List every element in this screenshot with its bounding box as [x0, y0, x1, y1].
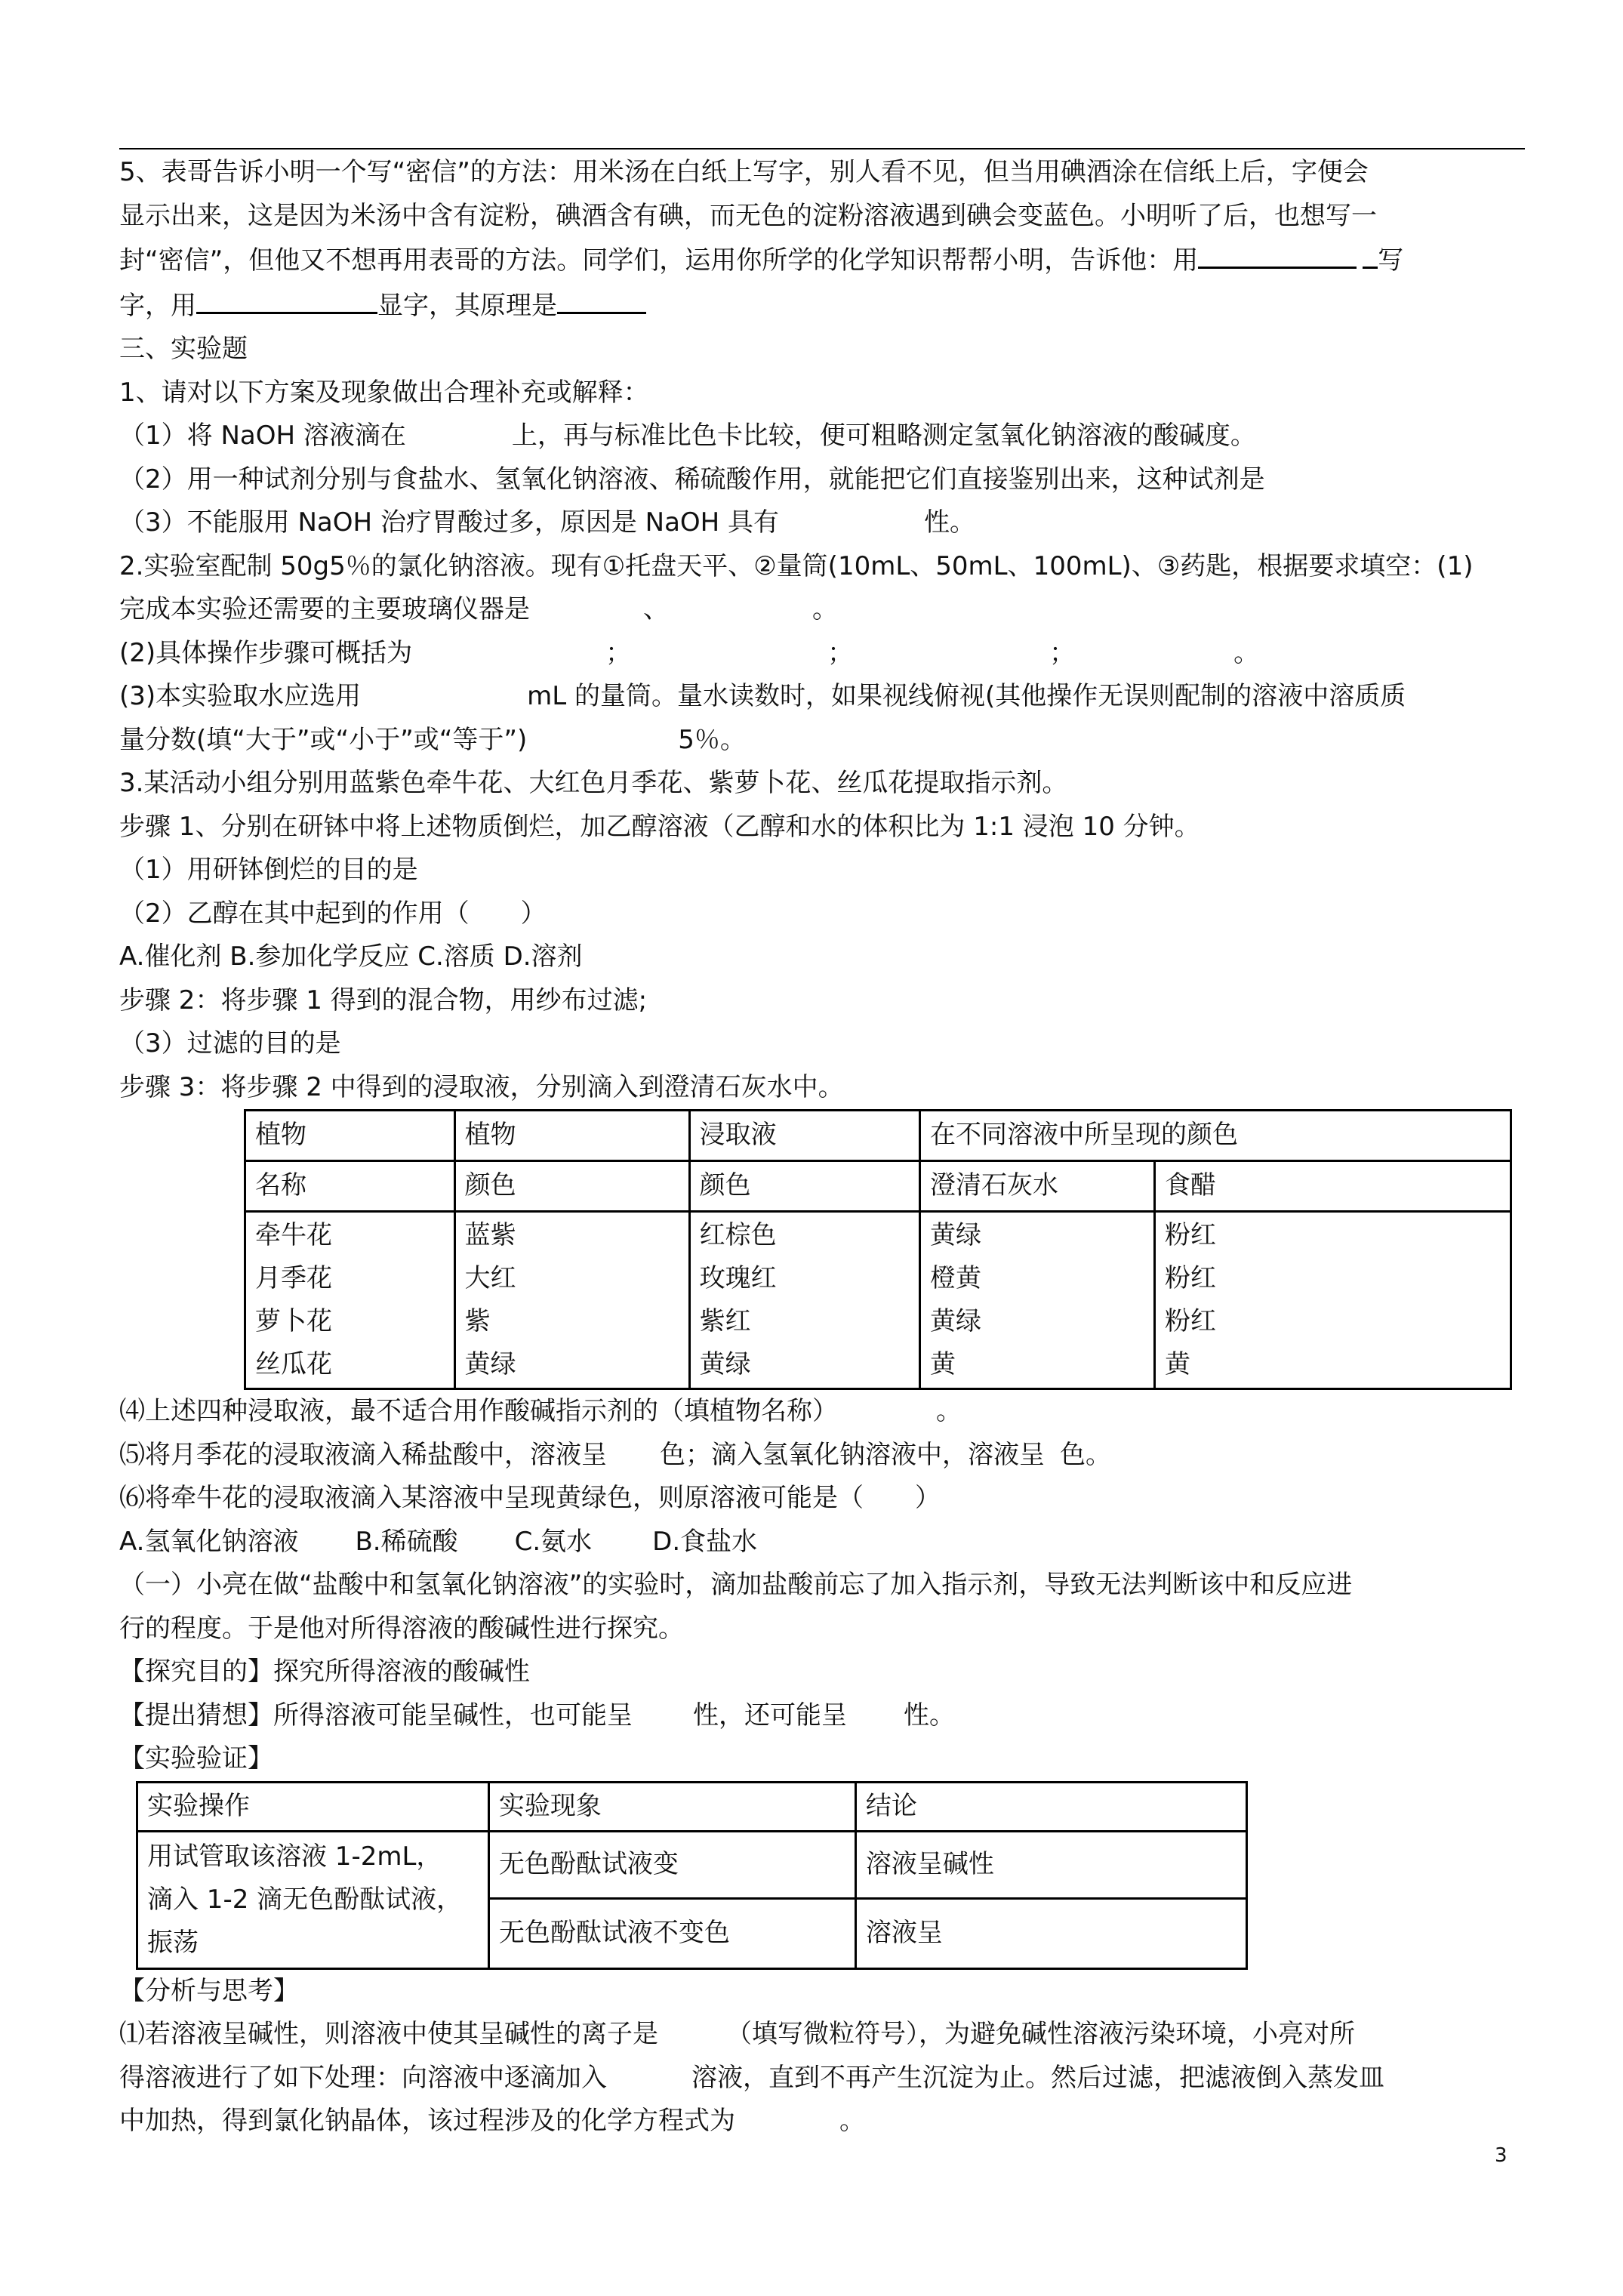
q3-q6: ⑹将牵牛花的浸取液滴入某溶液中呈现黄绿色，则原溶液可能是（ ） [119, 1483, 941, 1513]
cell-line: 紫 [464, 1306, 491, 1336]
header-rule [119, 148, 1525, 149]
cell-line: 大红 [464, 1263, 516, 1293]
table-cell: 实验操作 [137, 1782, 489, 1831]
q5-line4 [119, 283, 1525, 328]
q1-intro: 1、请对以下方案及现象做出合理补充或解释： [119, 377, 649, 408]
q2-text: (2)具体操作步骤可概括为 [119, 637, 413, 668]
indicator-table [244, 1109, 1512, 1390]
cell-line: 牵牛花 [255, 1220, 332, 1250]
table-cell: 颜色 [689, 1161, 919, 1212]
analysis-text: 中加热，得到氯化钠晶体，该过程涉及的化学方程式为 [119, 2106, 735, 2136]
table-row [245, 1111, 1511, 1161]
table-cell [689, 1212, 919, 1389]
q1-part3 [119, 501, 1525, 545]
part1-guess [119, 1694, 1525, 1738]
analysis-text: 得溶液进行了如下处理：向溶液中逐滴加入 [119, 2062, 607, 2093]
q2-line5 [119, 719, 1525, 763]
q3-intro: 3.某活动小组分别用蓝紫色牵牛花、大红色月季花、紫萝卜花、丝瓜花提取指示剂。 [119, 768, 1068, 798]
table-cell: 无色酚酞试液不变色 [488, 1899, 855, 1968]
table-cell [137, 1831, 489, 1968]
cell-line: 月季花 [255, 1263, 332, 1293]
q1-text: （1）将 NaOH 溶液滴在 [119, 421, 406, 451]
cell-line: 紫红 [699, 1306, 751, 1336]
cell-line: 用试管取该溶液 1-2mL， [147, 1841, 442, 1872]
q2-text: ； [605, 637, 632, 668]
answer-blank[interactable] [1363, 238, 1378, 269]
q2-line1: 2.实验室配制 50g5％的氯化钠溶液。现有①托盘天平、②量筒(10mL、50mL、100mL)、③药匙，根据要求填空：(1) [119, 550, 1474, 581]
answer-blank[interactable] [196, 283, 377, 314]
q1-text: （3）不能服用 NaOH 治疗胃酸过多，原因是 NaOH 具有 [119, 507, 780, 538]
table-row [137, 1782, 1247, 1831]
q1-text: 上，再与标准比色卡比较，便可粗略测定氢氧化钠溶液的酸碱度。 [511, 421, 1256, 451]
q3-text: 色。 [1060, 1439, 1111, 1470]
part1-text: 性。 [904, 1700, 955, 1730]
q3-text: 色；滴入氢氧化钠溶液中，溶液呈 [660, 1439, 1045, 1470]
q1-part2: （2）用一种试剂分别与食盐水、氢氧化钠溶液、稀硫酸作用，就能把它们直接鉴别出来，这种试剂是 [119, 464, 1265, 495]
table-cell: 溶液呈碱性 [855, 1831, 1246, 1899]
q3-q4 [119, 1390, 1525, 1434]
cell-line: 滴入 1-2 滴无色酚酞试液， [147, 1884, 463, 1915]
cell-line: 橙黄 [930, 1263, 981, 1293]
table-cell [1154, 1212, 1511, 1389]
table-cell: 结论 [855, 1782, 1246, 1831]
cell-line: 红棕色 [699, 1220, 777, 1250]
q3-q5 [119, 1434, 1525, 1478]
q3-step2: 步骤 2：将步骤 1 得到的混合物，用纱布过滤; [119, 985, 648, 1015]
table-cell: 澄清石灰水 [920, 1161, 1155, 1212]
q3-text: 。 [936, 1396, 962, 1426]
worksheet-body [119, 151, 1525, 2143]
table-cell [920, 1212, 1155, 1389]
cell-line: 萝卜花 [255, 1306, 332, 1336]
part1-text: 【提出猜想】所得溶液可能呈碱性，也可能呈 [119, 1700, 633, 1730]
q2-text: mL 的量筒。量水读数时，如果视线俯视(其他操作无误则配制的溶液中溶质质 [527, 681, 1406, 711]
option-b: B.稀硫酸 [355, 1526, 458, 1557]
q5-text: 写 [1378, 245, 1404, 276]
cell-line: 黄 [1164, 1349, 1190, 1379]
table-row [245, 1161, 1511, 1212]
q3-step1-q2: （2）乙醇在其中起到的作用（ ） [119, 898, 547, 929]
cell-line: 粉红 [1164, 1263, 1216, 1293]
q5-line2: 显示出来，这是因为米汤中含有淀粉，碘酒含有碘，而无色的淀粉溶液遇到碘会变蓝色。小明听了后，也想写一 [119, 200, 1377, 231]
q5-text: 封“密信”，但他又不想再用表哥的方法。同学们，运用你所学的化学知识帮帮小明，告诉他：用 [119, 245, 1199, 276]
cell-line: 粉红 [1164, 1306, 1216, 1336]
table-cell: 浸取液 [689, 1111, 919, 1161]
table-cell: 植物 [454, 1111, 689, 1161]
q3-text: ⑷上述四种浸取液，最不适合用作酸碱指示剂的（填植物名称） [119, 1396, 838, 1426]
q2-text: 、 [643, 594, 669, 624]
analysis-text: 溶液，直到不再产生沉淀为止。然后过滤，把滤液倒入蒸发皿 [691, 2062, 1384, 2093]
answer-blank[interactable] [1198, 238, 1357, 269]
q2-text: 。 [812, 594, 838, 624]
q3-step1-options: A.催化剂 B.参加化学反应 C.溶质 D.溶剂 [119, 942, 583, 972]
table-cell: 植物 [245, 1111, 455, 1161]
q3-q6-options [119, 1521, 1525, 1564]
analysis-line1 [119, 2013, 1525, 2057]
option-c: C.氨水 [514, 1526, 593, 1557]
option-d: D.食盐水 [652, 1526, 758, 1557]
table-cell: 食醋 [1154, 1161, 1511, 1212]
q2-text: 。 [1233, 637, 1260, 668]
cell-line: 黄绿 [464, 1349, 516, 1379]
q2-text: 5％。 [678, 724, 746, 755]
table-cell: 溶液呈 [855, 1899, 1246, 1968]
part1-line1: （一）小亮在做“盐酸中和氢氧化钠溶液”的实验时，滴加盐酸前忘了加入指示剂，导致无法判断该中和反应进 [119, 1570, 1353, 1600]
table-row [137, 1831, 1247, 1899]
cell-line: 玫瑰红 [699, 1263, 777, 1293]
q3-step1: 步骤 1、分别在研钵中将上述物质倒烂，加乙醇溶液（乙醇和水的体积比为 1:1 浸泡 10 分钟。 [119, 811, 1200, 842]
cell-line: 黄 [930, 1349, 956, 1379]
analysis-heading: 【分析与思考】 [119, 1975, 299, 2006]
page-number: 3 [1495, 2144, 1508, 2167]
cell-line: 黄绿 [930, 1220, 981, 1250]
cell-line: 蓝紫 [464, 1220, 516, 1250]
section-heading: 三、实验题 [119, 334, 248, 364]
table-cell: 实验现象 [488, 1782, 855, 1831]
table-cell [454, 1212, 689, 1389]
analysis-text: （填写微粒符号），为避免碱性溶液污染环境，小亮对所 [726, 2019, 1355, 2049]
table-cell: 无色酚酞试液变 [488, 1831, 855, 1899]
experiment-table [136, 1781, 1248, 1970]
q2-text: 完成本实验还需要的主要玻璃仪器是 [119, 594, 530, 624]
cell-line: 振荡 [147, 1927, 199, 1958]
q1-text: 性。 [924, 507, 976, 538]
analysis-line2 [119, 2057, 1525, 2100]
table-cell: 名称 [245, 1161, 455, 1212]
part1-verify: 【实验验证】 [119, 1743, 273, 1774]
analysis-text: 。 [839, 2106, 865, 2136]
q5-text: 字，用 [119, 290, 196, 321]
table-cell: 在不同溶液中所呈现的颜色 [920, 1111, 1511, 1161]
table-row [245, 1212, 1511, 1389]
part1-purpose: 【探究目的】探究所得溶液的酸碱性 [119, 1657, 530, 1687]
cell-line: 粉红 [1164, 1220, 1216, 1250]
q5-line3 [119, 238, 1525, 283]
option-a: A.氢氧化钠溶液 [119, 1526, 299, 1557]
answer-blank[interactable] [557, 283, 646, 314]
part1-line2: 行的程度。于是他对所得溶液的酸碱性进行探究。 [119, 1613, 684, 1644]
table-cell [245, 1212, 455, 1389]
q3-text: ⑸将月季花的浸取液滴入稀盐酸中，溶液呈 [119, 1439, 607, 1470]
analysis-line3 [119, 2100, 1525, 2143]
q1-part1 [119, 415, 1525, 458]
part1-text: 性，还可能呈 [693, 1700, 847, 1730]
cell-line: 黄绿 [930, 1306, 981, 1336]
q2-text: ； [827, 637, 854, 668]
q2-line3 [119, 632, 1525, 676]
q3-step3: 步骤 3：将步骤 2 中得到的浸取液，分别滴入到澄清石灰水中。 [119, 1071, 844, 1102]
table-cell: 颜色 [454, 1161, 689, 1212]
q2-line4 [119, 675, 1525, 719]
q2-text: ； [1049, 637, 1076, 668]
cell-line: 黄绿 [699, 1349, 751, 1379]
q2-text: 量分数(填“大于”或“小于”或“等于”) [119, 724, 528, 755]
q2-line2 [119, 588, 1525, 632]
q2-text: (3)本实验取水应选用 [119, 681, 362, 711]
analysis-text: ⑴若溶液呈碱性，则溶液中使其呈碱性的离子是 [119, 2019, 658, 2049]
q3-step1-q1: （1）用研钵倒烂的目的是 [119, 855, 418, 885]
q5-line1: 5、表哥告诉小明一个写“密信”的方法：用米汤在白纸上写字，别人看不见，但当用碘酒涂在信纸上后，字便会 [119, 157, 1369, 187]
q5-text: 显字，其原理是 [377, 290, 557, 321]
cell-line: 丝瓜花 [255, 1349, 332, 1379]
q3-step2-q3: （3）过滤的目的是 [119, 1028, 341, 1059]
